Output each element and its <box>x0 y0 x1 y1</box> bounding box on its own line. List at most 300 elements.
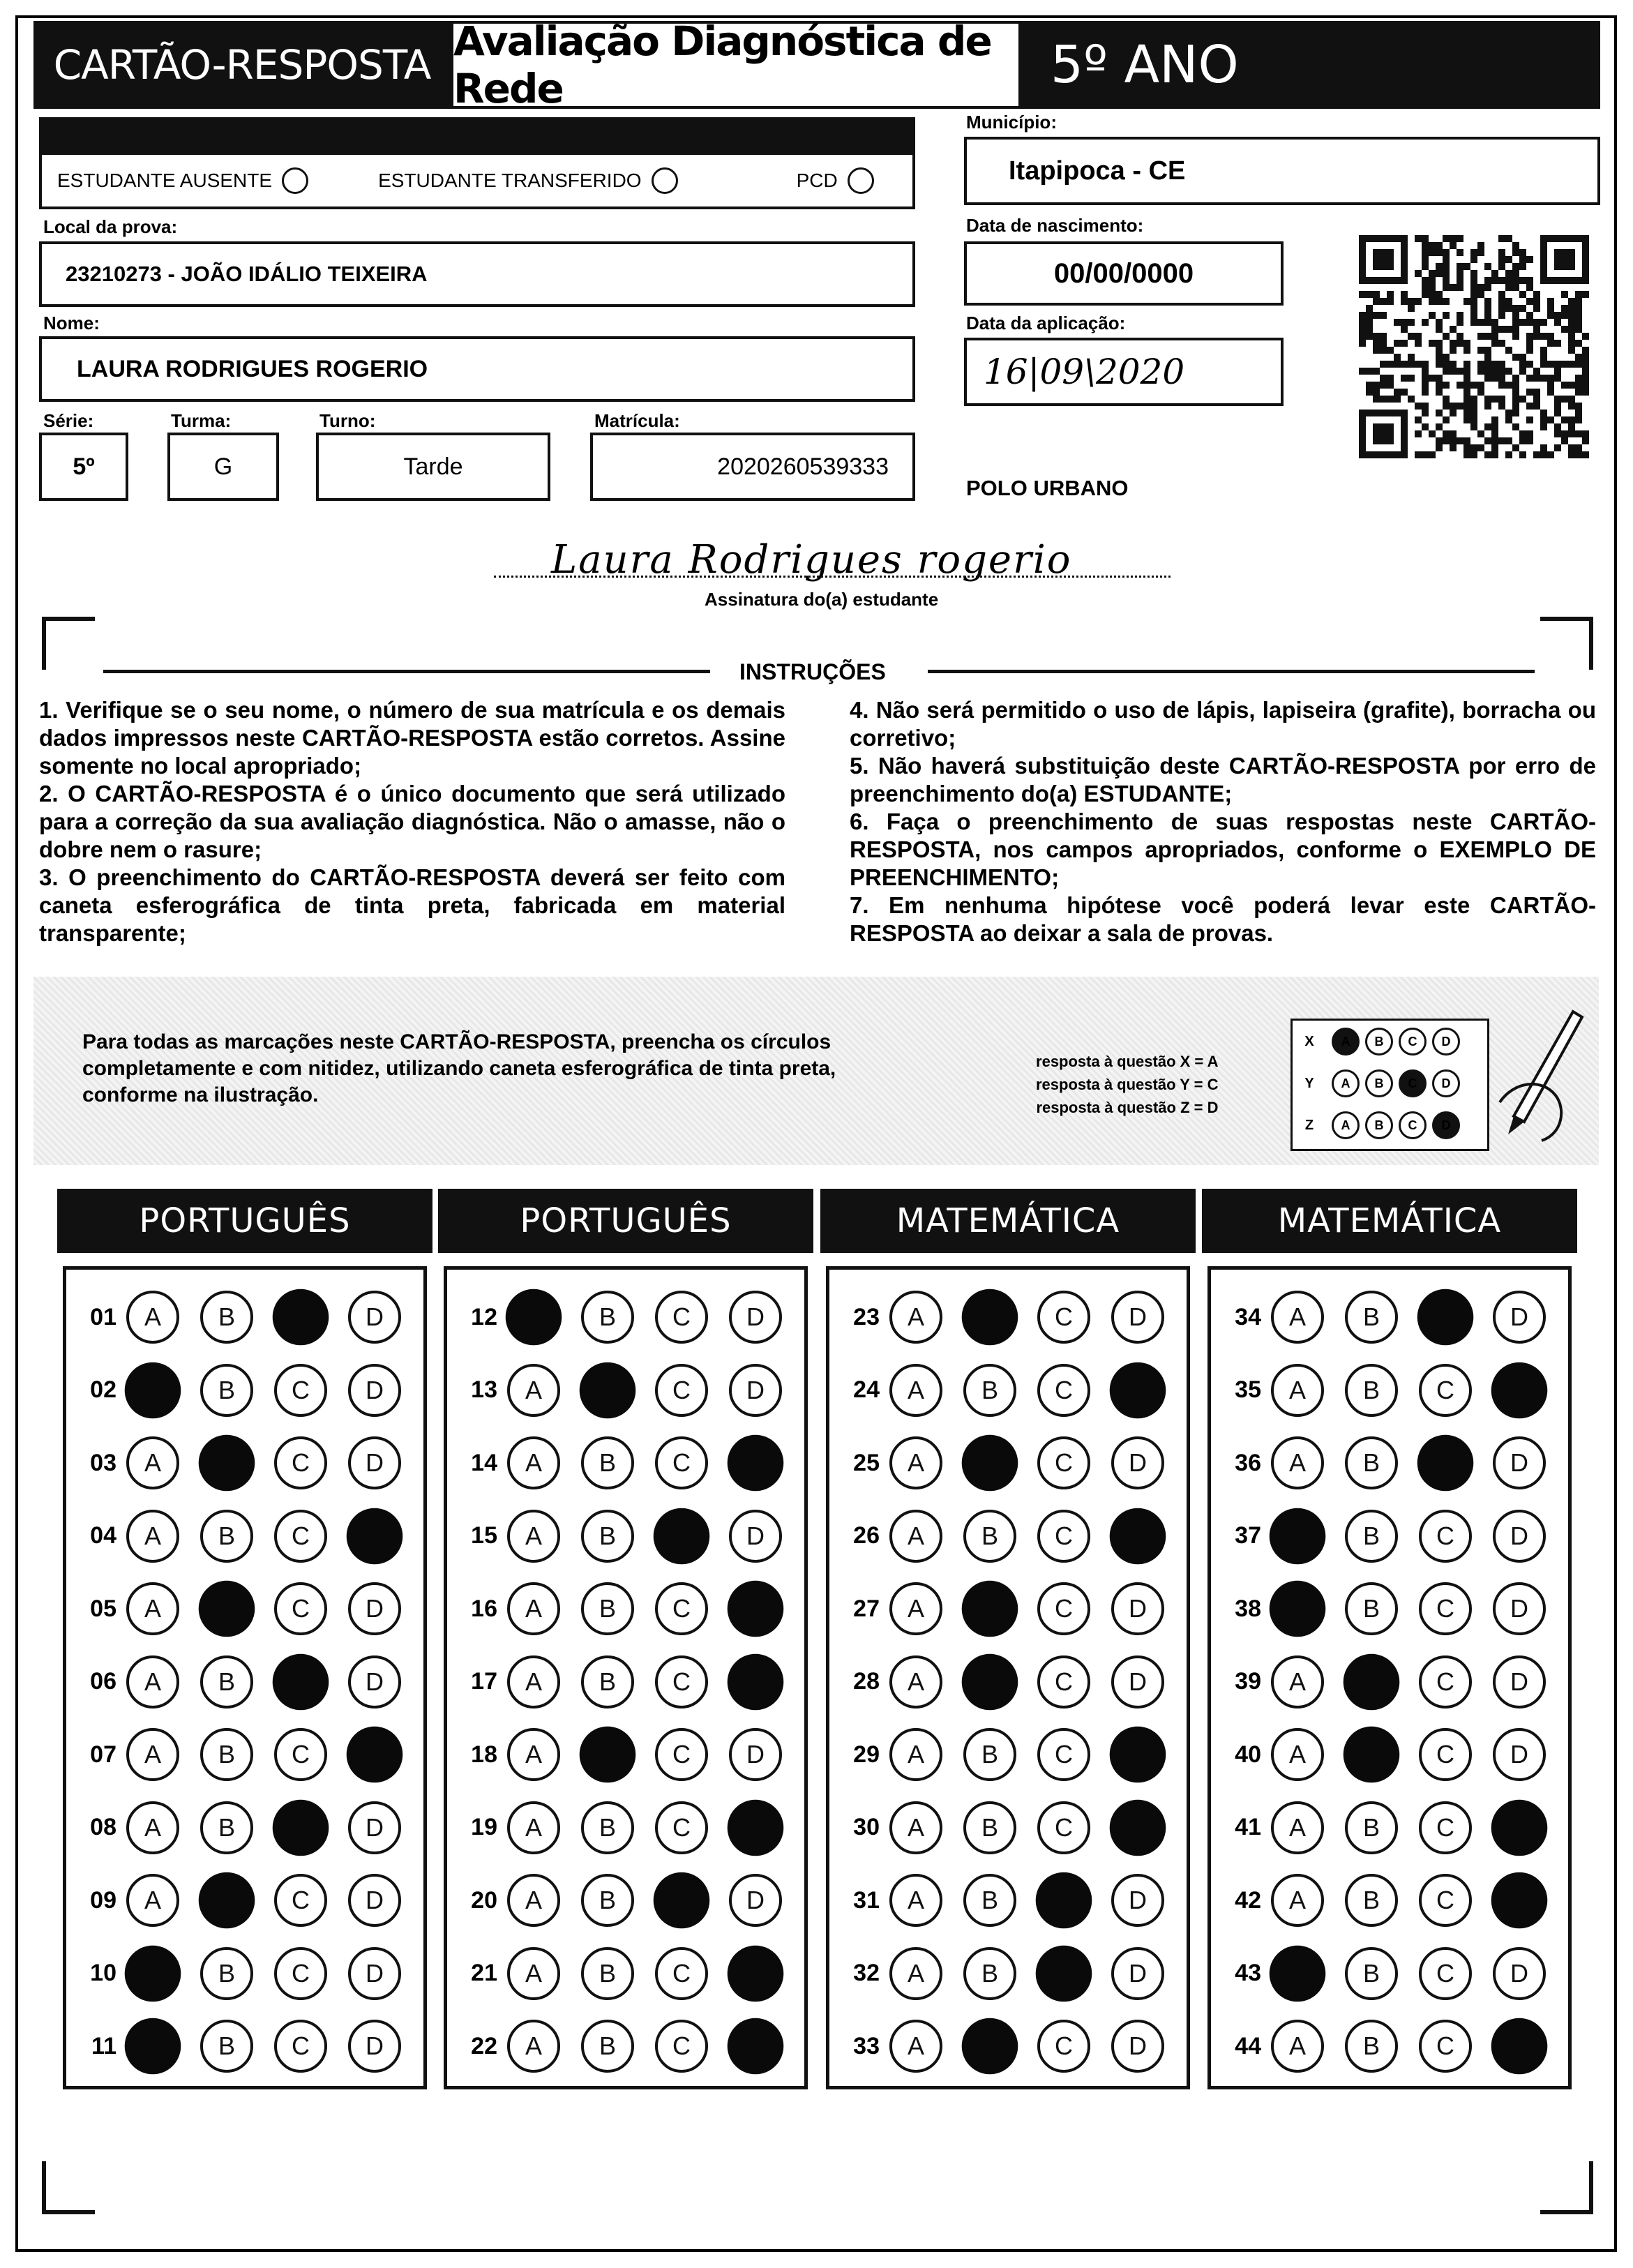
answer-bubble-d[interactable]: D <box>1111 1874 1164 1927</box>
municipio-label: Município: <box>966 112 1057 133</box>
answer-bubble-b[interactable]: B <box>1345 1947 1398 2000</box>
example-legend <box>1036 1050 1218 1119</box>
answer-bubble-b[interactable]: B <box>963 1728 1016 1781</box>
question-number: 07 <box>90 1741 116 1768</box>
answer-bubble-d[interactable]: D <box>348 2020 401 2073</box>
question-row <box>1211 1289 1546 1345</box>
answer-bubble-c[interactable]: C <box>273 1289 329 1346</box>
answer-bubble-b[interactable]: B <box>1345 1874 1398 1927</box>
answer-bubble-c[interactable]: C <box>655 1364 708 1417</box>
section-answer-box <box>63 1266 427 2089</box>
answer-bubble-b[interactable]: B <box>200 1364 253 1417</box>
answer-bubble-a[interactable]: A <box>889 2020 942 2073</box>
answer-bubble-d[interactable]: D <box>1491 1362 1548 1418</box>
turno-label: Turno: <box>319 410 376 431</box>
absent-radio[interactable] <box>282 167 308 194</box>
section-answer-box <box>1207 1266 1572 2089</box>
answer-bubble-a[interactable]: A <box>126 1874 179 1927</box>
answer-bubble-d[interactable]: D <box>347 1508 403 1564</box>
question-row <box>829 2018 1164 2074</box>
example-bubble: C <box>1399 1111 1427 1139</box>
answer-bubble-b[interactable]: B <box>200 1655 253 1708</box>
answer-bubble-a[interactable]: A <box>507 1874 560 1927</box>
answer-bubble-c[interactable]: C <box>654 1872 710 1929</box>
answer-bubble-c[interactable]: C <box>1037 1801 1090 1854</box>
answer-bubble-a[interactable]: A <box>507 1801 560 1854</box>
answer-bubble-a[interactable]: A <box>1271 1801 1324 1854</box>
example-legend-z: resposta à questão Z = D <box>1036 1099 1219 1116</box>
question-row <box>829 1581 1164 1637</box>
question-row <box>66 1581 401 1637</box>
question-number: 08 <box>90 1814 116 1840</box>
question-row <box>829 1435 1164 1491</box>
answer-bubble-c[interactable]: C <box>654 1508 710 1564</box>
question-number: 12 <box>471 1303 497 1330</box>
answer-bubble-b[interactable]: B <box>581 1947 634 2000</box>
aplicacao-label: Data da aplicação: <box>966 313 1126 333</box>
question-row <box>1211 1946 1546 2002</box>
answer-bubble-b[interactable]: B <box>962 1581 1018 1637</box>
answer-bubble-b[interactable]: B <box>1345 1801 1398 1854</box>
question-row <box>1211 1362 1546 1418</box>
section-header: MATEMÁTICA <box>820 1189 1196 1253</box>
question-number: 38 <box>1235 1595 1261 1622</box>
answer-bubble-d[interactable]: D <box>728 1945 784 2002</box>
question-number: 04 <box>90 1522 116 1549</box>
answer-bubble-a[interactable]: A <box>507 1582 560 1635</box>
question-row <box>829 1946 1164 2002</box>
answer-bubble-c[interactable]: C <box>1037 1436 1090 1489</box>
question-row <box>66 1872 401 1928</box>
answer-bubble-b[interactable]: B <box>963 1510 1016 1563</box>
municipio-field: Itapipoca - CE <box>964 137 1600 205</box>
answer-bubble-d[interactable]: D <box>348 1364 401 1417</box>
answer-bubble-a[interactable]: A <box>889 1510 942 1563</box>
answer-bubble-a[interactable]: A <box>1270 1508 1326 1564</box>
answer-bubble-d[interactable]: D <box>1493 1947 1546 2000</box>
answer-bubble-d[interactable]: D <box>728 1653 784 1710</box>
question-row <box>1211 1727 1546 1782</box>
answer-bubble-a[interactable]: A <box>507 2020 560 2073</box>
answer-bubble-d[interactable]: D <box>1491 2018 1548 2075</box>
answer-bubble-a[interactable]: A <box>126 1655 179 1708</box>
section-answer-box <box>444 1266 808 2089</box>
question-number: 32 <box>853 1960 880 1986</box>
question-row <box>66 1362 401 1418</box>
answer-bubble-a[interactable]: A <box>1270 1945 1326 2002</box>
example-bubble: B <box>1365 1069 1393 1097</box>
answer-bubble-c[interactable]: C <box>1037 1291 1090 1344</box>
answer-bubble-d[interactable]: D <box>728 2018 784 2075</box>
answer-bubble-a[interactable]: A <box>1271 1655 1324 1708</box>
answer-bubble-a[interactable]: A <box>889 1728 942 1781</box>
answer-bubble-d[interactable]: D <box>729 1728 782 1781</box>
answer-bubble-d[interactable]: D <box>347 1727 403 1783</box>
question-row <box>447 1654 782 1710</box>
answer-bubble-c[interactable]: C <box>1419 1874 1472 1927</box>
corner-mark-top-left <box>42 617 95 670</box>
answer-bubble-d[interactable]: D <box>348 1801 401 1854</box>
question-number: 21 <box>471 1960 497 1986</box>
answer-bubble-a[interactable]: A <box>1271 1728 1324 1781</box>
example-bubble: B <box>1365 1111 1393 1139</box>
answer-bubble-a[interactable]: A <box>889 1291 942 1344</box>
answer-bubble-c[interactable]: C <box>655 1947 708 2000</box>
example-bubble: D <box>1432 1069 1460 1097</box>
answer-bubble-d[interactable]: D <box>1111 1582 1164 1635</box>
answer-bubble-b[interactable]: B <box>1345 1436 1398 1489</box>
answer-bubble-c[interactable]: C <box>1419 1582 1472 1635</box>
question-row <box>1211 1508 1546 1564</box>
answer-bubble-d[interactable]: D <box>1110 1362 1166 1418</box>
answer-bubble-c[interactable]: C <box>274 1436 327 1489</box>
example-legend-y: resposta à questão Y = C <box>1036 1076 1219 1093</box>
signature-label: Assinatura do(a) estudante <box>705 589 939 610</box>
answer-bubble-b[interactable]: B <box>963 1364 1016 1417</box>
answer-bubble-d[interactable]: D <box>1493 1510 1546 1563</box>
answer-bubble-c[interactable]: C <box>273 1653 329 1710</box>
answer-bubble-c[interactable]: C <box>1417 1435 1474 1492</box>
question-number: 42 <box>1235 1886 1261 1914</box>
question-row <box>66 1727 401 1782</box>
answer-bubble-d[interactable]: D <box>1110 1727 1166 1783</box>
answer-bubble-c[interactable]: C <box>1037 1364 1090 1417</box>
grade-label: 5º ANO <box>1021 21 1600 109</box>
question-number: 16 <box>471 1595 497 1622</box>
question-number: 02 <box>90 1376 116 1403</box>
nascimento-field: 00/00/0000 <box>964 241 1284 306</box>
question-number: 37 <box>1235 1522 1261 1549</box>
answer-bubble-b[interactable]: B <box>1345 1582 1398 1635</box>
answer-bubble-b[interactable]: B <box>580 1362 636 1418</box>
answer-bubble-d[interactable]: D <box>1491 1799 1548 1856</box>
corner-mark-top-right <box>1540 617 1593 670</box>
answer-bubble-d[interactable]: D <box>1111 1436 1164 1489</box>
polo-label: POLO URBANO <box>966 476 1129 500</box>
question-row <box>829 1508 1164 1564</box>
example-bubble: A <box>1332 1069 1360 1097</box>
example-bubble: A <box>1332 1111 1360 1139</box>
answer-bubble-a[interactable]: A <box>889 1801 942 1854</box>
corner-mark-bottom-right <box>1540 2161 1593 2214</box>
answer-bubble-c[interactable]: C <box>1036 1872 1092 1929</box>
answer-bubble-a[interactable]: A <box>126 1801 179 1854</box>
answer-bubble-d[interactable]: D <box>1493 1291 1546 1344</box>
answer-bubble-b[interactable]: B <box>1345 1291 1398 1344</box>
question-row <box>447 1362 782 1418</box>
answer-bubble-a[interactable]: A <box>125 1945 181 2002</box>
answer-bubble-a[interactable]: A <box>889 1655 942 1708</box>
answer-bubble-a[interactable]: A <box>507 1947 560 2000</box>
answer-bubble-c[interactable]: C <box>1037 1510 1090 1563</box>
question-row <box>829 1362 1164 1418</box>
answer-bubble-b[interactable]: B <box>581 1874 634 1927</box>
answer-bubble-c[interactable]: C <box>1419 1801 1472 1854</box>
question-row <box>66 1800 401 1856</box>
answer-bubble-b[interactable]: B <box>200 1291 253 1344</box>
question-number: 18 <box>471 1741 497 1768</box>
answer-bubble-c[interactable]: C <box>1037 1728 1090 1781</box>
question-row <box>829 1800 1164 1856</box>
answer-bubble-a[interactable]: A <box>507 1655 560 1708</box>
question-row <box>66 2018 401 2074</box>
student-signature: Laura Rodrigues rogerio <box>551 537 1072 583</box>
question-row <box>829 1727 1164 1782</box>
question-number: 23 <box>853 1303 880 1330</box>
question-number: 15 <box>471 1522 497 1549</box>
section-header: MATEMÁTICA <box>1202 1189 1577 1253</box>
answer-bubble-d[interactable]: D <box>728 1799 784 1856</box>
answer-bubble-b[interactable]: B <box>200 1801 253 1854</box>
answer-bubble-c[interactable]: C <box>274 1364 327 1417</box>
answer-bubble-c[interactable]: C <box>1419 1510 1472 1563</box>
answer-bubble-b[interactable]: B <box>580 1727 636 1783</box>
question-row <box>447 1581 782 1637</box>
answer-bubble-c[interactable]: C <box>274 2020 327 2073</box>
question-row <box>66 1946 401 2002</box>
answer-bubble-d[interactable]: D <box>729 1291 782 1344</box>
answer-bubble-d[interactable]: D <box>348 1947 401 2000</box>
question-row <box>829 1289 1164 1345</box>
answer-bubble-d[interactable]: D <box>729 1364 782 1417</box>
answer-bubble-b[interactable]: B <box>200 1947 253 2000</box>
answer-bubble-b[interactable]: B <box>581 1436 634 1489</box>
answer-bubble-a[interactable]: A <box>1271 1874 1324 1927</box>
answer-bubble-a[interactable]: A <box>126 1436 179 1489</box>
question-row <box>447 2018 782 2074</box>
nascimento-label: Data de nascimento: <box>966 215 1144 236</box>
answer-bubble-a[interactable]: A <box>507 1436 560 1489</box>
answer-bubble-c[interactable]: C <box>655 1801 708 1854</box>
answer-bubble-a[interactable]: A <box>126 1582 179 1635</box>
answer-bubble-d[interactable]: D <box>1111 1291 1164 1344</box>
answer-bubble-b[interactable]: B <box>963 1801 1016 1854</box>
answer-bubble-c[interactable]: C <box>274 1582 327 1635</box>
question-number: 28 <box>853 1668 880 1695</box>
answer-bubble-c[interactable]: C <box>655 1436 708 1489</box>
answer-bubble-d[interactable]: D <box>729 1874 782 1927</box>
answer-bubble-a[interactable]: A <box>126 1291 179 1344</box>
matricula-field: 2020260539333 <box>590 433 915 501</box>
answer-bubble-d[interactable]: D <box>728 1581 784 1637</box>
answer-bubble-c[interactable]: C <box>1419 1728 1472 1781</box>
answer-bubble-c[interactable]: C <box>1419 1655 1472 1708</box>
question-number: 40 <box>1235 1741 1261 1768</box>
answer-bubble-b[interactable]: B <box>200 1728 253 1781</box>
local-field: 23210273 - JOÃO IDÁLIO TEIXEIRA <box>39 241 915 307</box>
answer-bubble-a[interactable]: A <box>1271 2020 1324 2073</box>
transferred-radio[interactable] <box>652 167 678 194</box>
question-number: 24 <box>853 1376 880 1403</box>
answer-bubble-d[interactable]: D <box>1491 1872 1548 1929</box>
answer-bubble-c[interactable]: C <box>1037 1582 1090 1635</box>
question-row <box>829 1654 1164 1710</box>
answer-bubble-d[interactable]: D <box>348 1582 401 1635</box>
answer-bubble-d[interactable]: D <box>1493 1436 1546 1489</box>
answer-bubble-d[interactable]: D <box>1493 1655 1546 1708</box>
answer-bubble-a[interactable]: A <box>889 1582 942 1635</box>
section-answer-box <box>826 1266 1190 2089</box>
answer-bubble-b[interactable]: B <box>962 1289 1018 1346</box>
question-row <box>66 1508 401 1564</box>
question-number: 29 <box>853 1741 880 1768</box>
answer-bubble-a[interactable]: A <box>1271 1364 1324 1417</box>
answer-bubble-a[interactable]: A <box>1271 1291 1324 1344</box>
answer-bubble-c[interactable]: C <box>274 1874 327 1927</box>
answer-bubble-d[interactable]: D <box>1111 1947 1164 2000</box>
example-row <box>1293 1021 1487 1062</box>
answer-bubble-a[interactable]: A <box>507 1510 560 1563</box>
question-row <box>447 1289 782 1345</box>
instructions-title: INSTRUÇÕES <box>739 659 886 684</box>
question-number: 20 <box>471 1886 497 1914</box>
answer-bubble-a[interactable]: A <box>889 1436 942 1489</box>
answer-bubble-b[interactable]: B <box>1344 1653 1400 1710</box>
answer-bubble-a[interactable]: A <box>507 1728 560 1781</box>
instructions-left: 1. Verifique se o seu nome, o número de sua matrícula e os demais dados impressos neste CARTÃO-RESPOSTA estão corretos. Assine somente no local apropriado; 2. O CARTÃO-RESPOSTA é o único documento que será utilizado para a correção da sua avaliação diagnóstica. Não o amasse, não o dobre nem o rasure; 3. O preenchimento do CARTÃO-RESPOSTA deverá ser feito com caneta esferográfica de tinta preta, fabricada em material transparente; <box>39 697 785 946</box>
answer-bubble-d[interactable]: D <box>348 1291 401 1344</box>
answer-bubble-a[interactable]: A <box>507 1364 560 1417</box>
question-row <box>447 1800 782 1856</box>
section-header: PORTUGUÊS <box>57 1189 432 1253</box>
example-row-label: Y <box>1304 1075 1314 1091</box>
question-number: 25 <box>853 1449 880 1476</box>
example-row <box>1293 1104 1487 1146</box>
answer-bubble-d[interactable]: D <box>348 1436 401 1489</box>
answer-bubble-c[interactable]: C <box>274 1947 327 2000</box>
exam-title: Avaliação Diagnóstica de Rede <box>451 21 1021 109</box>
answer-bubble-c[interactable]: C <box>1036 1945 1092 2002</box>
example-legend-x: resposta à questão X = A <box>1036 1053 1219 1070</box>
question-number: 39 <box>1235 1668 1261 1695</box>
question-row <box>66 1289 401 1345</box>
answer-bubble-a[interactable]: A <box>1271 1436 1324 1489</box>
answer-bubble-b[interactable]: B <box>581 1510 634 1563</box>
question-number: 17 <box>471 1668 497 1695</box>
answer-bubble-b[interactable]: B <box>1345 2020 1398 2073</box>
answer-bubble-d[interactable]: D <box>1110 1799 1166 1856</box>
answer-bubble-c[interactable]: C <box>655 1728 708 1781</box>
answer-bubble-c[interactable]: C <box>1419 2020 1472 2073</box>
answer-bubble-b[interactable]: B <box>199 1581 255 1637</box>
question-row <box>1211 1581 1546 1637</box>
answer-bubble-c[interactable]: C <box>1417 1289 1474 1346</box>
answer-bubble-c[interactable]: C <box>1419 1364 1472 1417</box>
answer-bubble-c[interactable]: C <box>1419 1947 1472 2000</box>
answer-bubble-b[interactable]: B <box>199 1435 255 1492</box>
answer-bubble-a[interactable]: A <box>889 1947 942 2000</box>
answer-bubble-c[interactable]: C <box>655 1291 708 1344</box>
answer-bubble-c[interactable]: C <box>274 1728 327 1781</box>
answer-bubble-b[interactable]: B <box>200 2020 253 2073</box>
answer-bubble-b[interactable]: B <box>963 1874 1016 1927</box>
answer-bubble-b[interactable]: B <box>200 1510 253 1563</box>
answer-bubble-b[interactable]: B <box>581 1291 634 1344</box>
example-bubble: C <box>1399 1069 1427 1097</box>
answer-bubble-c[interactable]: C <box>655 1655 708 1708</box>
signature-line <box>494 576 1171 578</box>
answer-bubble-d[interactable]: D <box>1110 1508 1166 1564</box>
answer-bubble-b[interactable]: B <box>963 1947 1016 2000</box>
answer-bubble-c[interactable]: C <box>655 2020 708 2073</box>
question-number: 06 <box>90 1668 116 1695</box>
answer-bubble-c[interactable]: C <box>1037 2020 1090 2073</box>
answer-bubble-a[interactable]: A <box>125 2018 181 2075</box>
turma-field: G <box>167 433 279 501</box>
question-number: 14 <box>471 1449 497 1476</box>
pcd-radio[interactable] <box>848 167 874 194</box>
name-label: Nome: <box>43 313 100 333</box>
answer-bubble-a[interactable]: A <box>125 1362 181 1418</box>
answer-bubble-b[interactable]: B <box>581 2020 634 2073</box>
answer-bubble-a[interactable]: A <box>126 1728 179 1781</box>
turno-field: Tarde <box>316 433 550 501</box>
answer-bubble-d[interactable]: D <box>348 1655 401 1708</box>
answer-bubble-d[interactable]: D <box>1493 1728 1546 1781</box>
instructions-rule-left <box>103 670 710 673</box>
answer-bubble-b[interactable]: B <box>962 1435 1018 1492</box>
answer-bubble-b[interactable]: B <box>199 1872 255 1929</box>
answer-bubble-b[interactable]: B <box>581 1655 634 1708</box>
question-row <box>447 1508 782 1564</box>
answer-bubble-a[interactable]: A <box>889 1364 942 1417</box>
question-number: 05 <box>90 1595 116 1622</box>
answer-bubble-d[interactable]: D <box>348 1874 401 1927</box>
question-row <box>829 1872 1164 1928</box>
answer-bubble-a[interactable]: A <box>506 1289 562 1346</box>
turma-label: Turma: <box>171 410 232 431</box>
answer-bubble-d[interactable]: D <box>1493 1582 1546 1635</box>
answer-bubble-b[interactable]: B <box>962 1653 1018 1710</box>
answer-bubble-a[interactable]: A <box>126 1510 179 1563</box>
answer-bubble-c[interactable]: C <box>655 1582 708 1635</box>
pen-icon <box>1486 998 1590 1144</box>
question-row <box>1211 1435 1546 1491</box>
instructions-rule-right <box>928 670 1535 673</box>
example-row <box>1293 1062 1487 1104</box>
answer-bubble-d[interactable]: D <box>1111 2020 1164 2073</box>
transferred-label: ESTUDANTE TRANSFERIDO <box>378 170 642 191</box>
answer-bubble-d[interactable]: D <box>728 1435 784 1492</box>
answer-bubble-b[interactable]: B <box>581 1801 634 1854</box>
answer-bubble-a[interactable]: A <box>889 1874 942 1927</box>
absent-label: ESTUDANTE AUSENTE <box>57 170 273 191</box>
answer-bubble-b[interactable]: B <box>1345 1364 1398 1417</box>
answer-bubble-b[interactable]: B <box>962 2018 1018 2075</box>
answer-bubble-b[interactable]: B <box>581 1582 634 1635</box>
question-row <box>447 1946 782 2002</box>
question-number: 13 <box>471 1376 497 1403</box>
answer-bubble-d[interactable]: D <box>1111 1655 1164 1708</box>
question-number: 11 <box>91 2032 116 2059</box>
question-number: 34 <box>1235 1303 1261 1330</box>
answer-bubble-c[interactable]: C <box>273 1799 329 1856</box>
question-number: 30 <box>853 1814 880 1840</box>
answer-bubble-a[interactable]: A <box>1270 1581 1326 1637</box>
serie-field: 5º <box>39 433 128 501</box>
answer-bubble-b[interactable]: B <box>1345 1510 1398 1563</box>
question-number: 27 <box>853 1595 880 1622</box>
question-row <box>447 1872 782 1928</box>
answer-bubble-c[interactable]: C <box>1037 1655 1090 1708</box>
answer-bubble-c[interactable]: C <box>274 1510 327 1563</box>
answer-bubble-d[interactable]: D <box>729 1510 782 1563</box>
aplicacao-field: 16|09\2020 <box>964 338 1284 406</box>
question-number: 43 <box>1235 1960 1261 1986</box>
answer-bubble-b[interactable]: B <box>1344 1727 1400 1783</box>
example-text: Para todas as marcações neste CARTÃO-RESPOSTA, preencha os círculos completamente e com nitidez, utilizando caneta esferográfica de tinta preta, conforme na ilustração. <box>82 1030 836 1106</box>
example-bubble: C <box>1399 1028 1427 1056</box>
